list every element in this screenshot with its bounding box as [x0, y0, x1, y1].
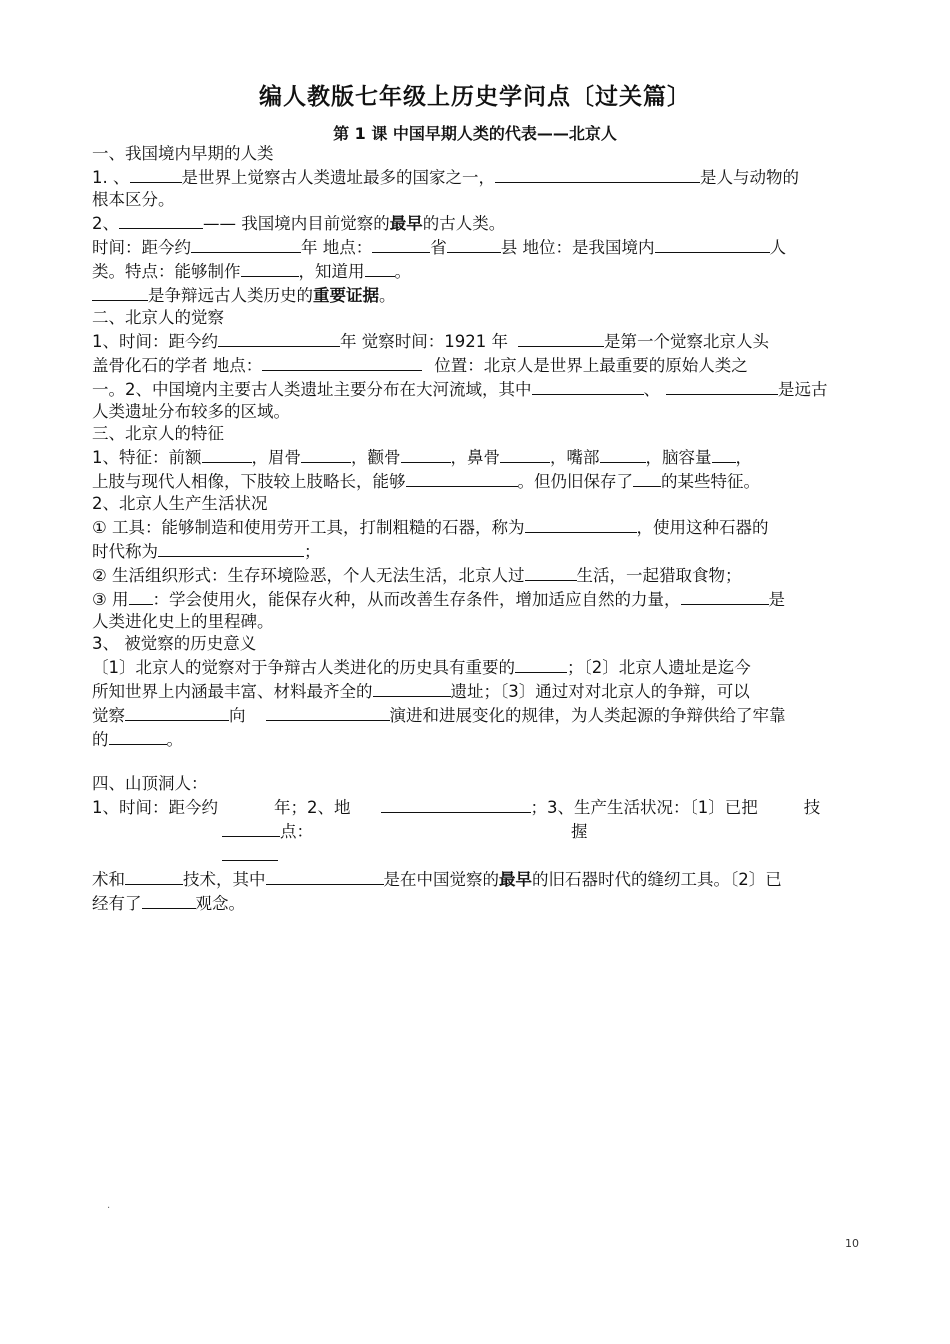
paragraph: ① 工具：能够制造和使用劳开工具，打制粗糙的石器，称为 ，使用这种石器的	[92, 515, 860, 539]
document-body	[92, 143, 860, 915]
page-number: 10	[845, 1237, 859, 1250]
section-heading-4: 四、山顶洞人：	[92, 774, 208, 793]
blank	[518, 329, 604, 347]
paragraph: 〔1〕北京人的觉察对于争辩古人类进化的历史具有重要的 ；〔2〕北京人遗址是迄今	[92, 655, 860, 679]
blank	[191, 235, 301, 253]
paragraph: 人类遗址分布较多的区域。	[92, 402, 290, 421]
blank	[119, 211, 203, 229]
blank	[525, 563, 577, 581]
blank	[655, 235, 770, 253]
paragraph: 点： 握	[92, 819, 860, 867]
blank	[266, 703, 390, 721]
blank	[681, 587, 769, 605]
paragraph: 根本区分。	[92, 190, 175, 209]
blank	[525, 515, 637, 533]
blank	[222, 843, 278, 861]
blank	[633, 469, 661, 487]
paragraph: 2、 —— 我国境内目前觉察的最早的古人类。	[92, 211, 860, 235]
blank	[666, 377, 778, 395]
blank	[218, 329, 340, 347]
section-heading-3: 三、北京人的特征	[92, 424, 224, 443]
paragraph: 盖骨化石的学者 地点： 位置：北京人是世界上最重要的原始人类之	[92, 353, 860, 377]
blank	[266, 867, 384, 885]
paragraph: 时代称为 ；	[92, 539, 860, 563]
paragraph: 时间：距今约 年 地点： 省 县 地位：是我国境内 人	[92, 235, 860, 259]
blank	[600, 445, 646, 463]
blank	[406, 469, 518, 487]
blank	[301, 445, 351, 463]
blank	[372, 235, 430, 253]
blank	[130, 165, 182, 183]
blank	[92, 283, 148, 301]
paragraph: 术和 技术，其中 是在中国觉察的最早的旧石器时代的缝纫工具。〔2〕已	[92, 867, 860, 891]
blank	[158, 539, 304, 557]
paragraph: 上肢与现代人相像，下肢较上肢略长，能够 。但仍旧保存了 的某些特征。	[92, 469, 860, 493]
blank	[202, 445, 252, 463]
paragraph: 1. 、 是世界上觉察古人类遗址最多的国家之一， 是人与动物的	[92, 165, 860, 189]
blank	[401, 445, 451, 463]
blank	[241, 259, 299, 277]
section-heading-1: 一、我国境内早期的人类	[92, 144, 274, 163]
paragraph: 的 。	[92, 727, 860, 751]
blank	[125, 867, 183, 885]
spacer	[92, 751, 860, 773]
paragraph: 3、 被觉察的历史意义	[92, 634, 257, 653]
blank	[495, 165, 700, 183]
blank	[447, 235, 501, 253]
blank	[222, 819, 280, 837]
lesson-title: 第 1 课 中国早期人类的代表——北京人	[333, 124, 617, 143]
paragraph: 1、时间：距今约 年；2、地 ；3、生产生活状况：〔1〕已把 技	[92, 795, 860, 819]
blank	[532, 377, 644, 395]
paragraph: 1、时间：距今约 年 觉察时间：1921 年 是第一个觉察北京人头	[92, 329, 860, 353]
blank	[515, 655, 567, 673]
paragraph: ③ 用 ：学会使用火，能保存火种，从而改善生存条件，增加适应自然的力量， 是	[92, 587, 860, 611]
paragraph: 所知世界上内涵最丰富、材料最齐全的 遗址；〔3〕通过对对北京人的争辩，可以	[92, 679, 860, 703]
stray-dot: .	[107, 1200, 111, 1211]
paragraph: 1、特征：前额 ，眉骨 ，颧骨 ，鼻骨 ，嘴部 ，脑容量 ，	[92, 445, 860, 469]
blank	[500, 445, 550, 463]
document-title: 编人教版七年级上历史学问点〔过关篇〕	[259, 84, 691, 110]
paragraph: 是争辩远古人类历史的重要证据。	[92, 283, 860, 307]
blank	[129, 587, 153, 605]
paragraph: 类。特点：能够制作 ，知道用 。	[92, 259, 860, 283]
blank	[262, 353, 422, 371]
blank	[373, 679, 451, 697]
blank	[125, 703, 229, 721]
paragraph: 一。2、中国境内主要古人类遗址主要分布在大河流域，其中 、 是远古	[92, 377, 860, 401]
blank	[142, 891, 196, 909]
blank	[365, 259, 395, 277]
paragraph: 人类进化史上的里程碑。	[92, 612, 274, 631]
section-heading-2: 二、北京人的觉察	[92, 308, 224, 327]
blank	[109, 727, 167, 745]
paragraph: 觉察 向 演进和进展变化的规律，为人类起源的争辩供给了牢靠	[92, 703, 860, 727]
paragraph: ② 生活组织形式：生存环境险恶，个人无法生活，北京人过 生活，一起猎取食物；	[92, 563, 860, 587]
paragraph: 2、北京人生产生活状况	[92, 494, 268, 513]
paragraph: 经有了 观念。	[92, 891, 860, 915]
blank	[381, 795, 531, 813]
blank	[712, 445, 736, 463]
